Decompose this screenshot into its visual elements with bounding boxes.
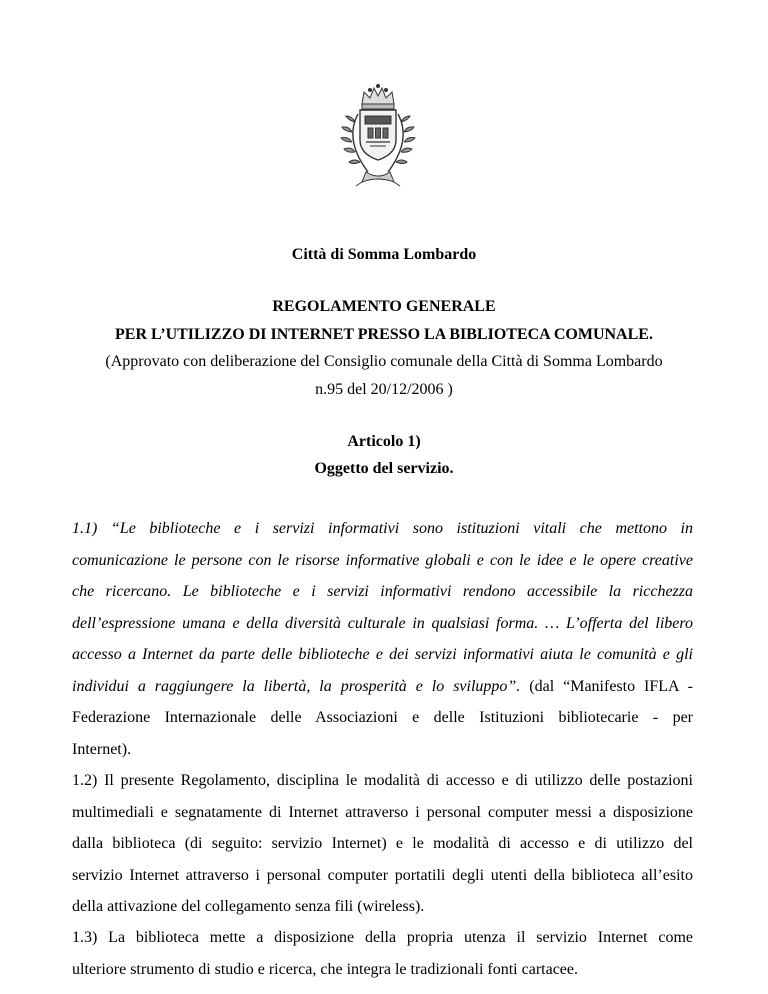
section-1-1-line: 1.1) “Le biblioteche e i servizi informativi sono istituzioni vitali che mettono in <box>72 520 693 537</box>
coat-of-arms-emblem <box>328 80 428 190</box>
section-1-2-line: dalla biblioteca (di seguito: servizio Internet) e le modalità di accesso e di utilizzo del <box>72 835 693 852</box>
section-1-3-line: ulteriore strumento di studio e ricerca, che integra le tradizionali fonti cartacee. <box>72 960 578 978</box>
section-1-2-line: della attivazione del collegamento senza fili (wireless). <box>72 898 425 915</box>
section-1-2-line: multimediali e segnatamente di Internet attraverso i personal computer messi a disposizione <box>72 803 693 821</box>
section-1-3 <box>72 922 693 985</box>
regulation-title-line-2: PER L’UTILIZZO DI INTERNET PRESSO LA BIBLIOTECA COMUNALE. <box>115 326 653 343</box>
section-1-1-line: dell’espressione umana e della diversità culturale in qualsiasi forma. … L’offerta del libero <box>72 614 693 632</box>
approval-note-line-1: (Approvato con deliberazione del Consiglio comunale della Città di Somma Lombardo <box>105 353 663 370</box>
approval-note-line-2: n.95 del 20/12/2006 ) <box>315 381 453 398</box>
section-1-1-line-mixed <box>72 671 693 703</box>
article-number: Articolo 1) <box>347 433 421 450</box>
section-1-2 <box>72 765 693 923</box>
section-1-1-line: Federazione Internazionale delle Associazioni e delle Istituzioni bibliotecarie - per <box>72 709 693 726</box>
section-1-1-source: (dal “Manifesto IFLA - <box>529 677 694 695</box>
section-1-2-line: 1.2) Il presente Regolamento, disciplina le modalità di accesso e di utilizzo delle postazioni <box>72 772 693 789</box>
section-1-1 <box>72 513 693 765</box>
section-1-1-line: che ricercano. Le biblioteche e i servizi informativi rendono accessibile la ricchezza <box>72 583 693 600</box>
section-1-3-line: 1.3) La biblioteca mette a disposizione della propria utenza il servizio Internet come <box>72 929 693 946</box>
section-1-1-line: accesso a Internet da parte delle biblioteche e dei servizi informativi aiuta le comunità e gli <box>72 646 693 663</box>
article-subject: Oggetto del servizio. <box>314 460 454 477</box>
regulation-title-line-1: REGOLAMENTO GENERALE <box>272 298 496 315</box>
section-1-1-line: comunicazione le persone con le risorse informative globali e con le idee e le opere creative <box>72 551 693 569</box>
section-1-2-line: servizio Internet attraverso i personal computer portatili degli utenti della biblioteca all’esito <box>72 866 693 884</box>
section-1-1-quote-end: individui a raggiungere la libertà, la prosperità e lo sviluppo”. <box>72 677 521 695</box>
municipality-name: Città di Somma Lombardo <box>291 246 477 263</box>
section-1-1-line: Internet). <box>72 740 132 758</box>
